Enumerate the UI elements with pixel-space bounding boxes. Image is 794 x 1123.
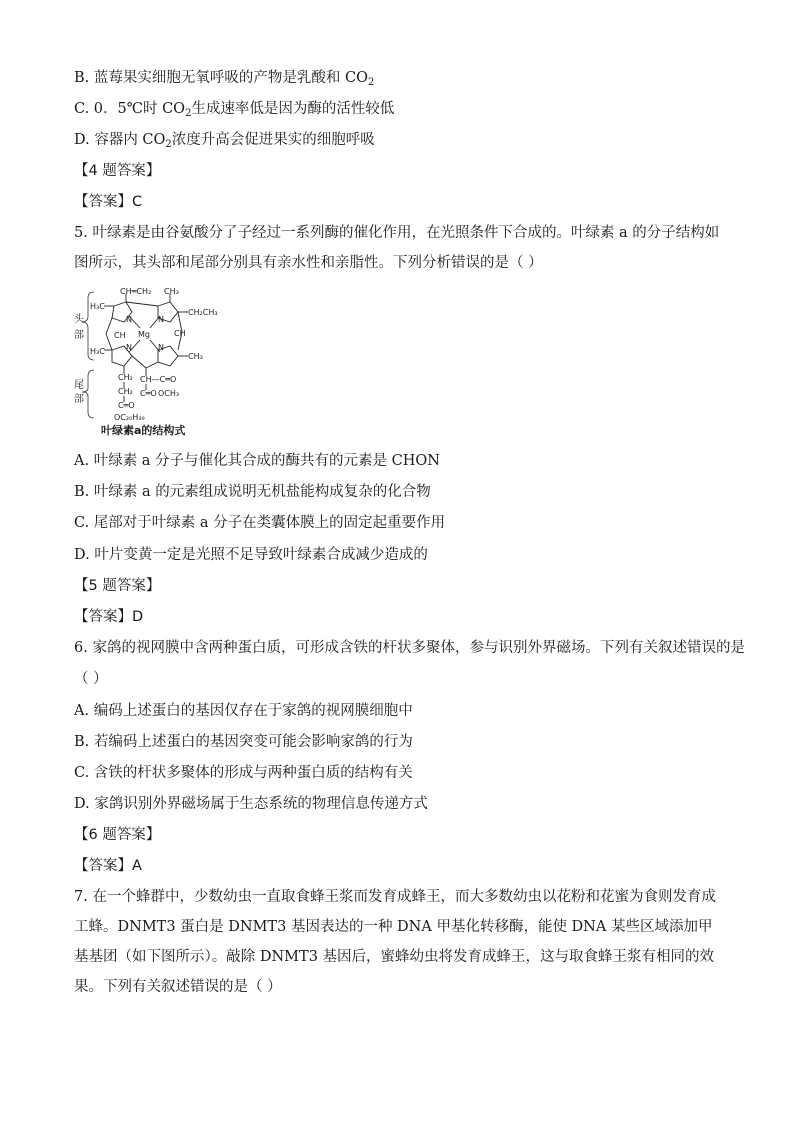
q6-answer-heading: 【6 题答案】 [74, 827, 161, 843]
atom-vinyl: CH═CH₂ [120, 288, 152, 296]
atom-ch3-right: CH₃ [188, 352, 203, 361]
atom-h3c-left: H₃C [90, 302, 105, 311]
chlorophyll-structure-figure [74, 288, 244, 436]
atom-och3: OCH₃ [158, 389, 180, 398]
atom-ch-left: CH [114, 331, 126, 340]
q4-answer-heading: 【4 题答案】 [74, 163, 161, 179]
chlorophyll-structure-diagram [74, 288, 244, 428]
head-label-2: 部 [74, 330, 84, 341]
q6-option-c: C. 含铁的杆状多聚体的形成与两种蛋白质的结构有关 [74, 765, 413, 781]
atom-ch2-b: CH₂ [118, 387, 133, 396]
q4-option-b: B. 蓝莓果实细胞无氧呼吸的产物是乳酸和 $CO_2$ [74, 70, 375, 88]
atom-ch3-top: CH₃ [164, 288, 179, 296]
atom-n4: N [158, 343, 164, 352]
q4-option-d: D. 容器内 $CO_2$浓度升高会促进果实的细胞呼吸 [74, 132, 375, 150]
q7-stem: 7. 在一个蜂群中，少数幼虫一直取食蜂王浆而发育成蜂王，而大多数幼虫以花粉和花蜜为食则发育成工蜂。DNMT3 蛋白是 DNMT3 基因表达的一种 DNA 甲基化转移酶，能使 DNA 某些区域添加甲基基团（如下图所示）。敲除 DNMT3 基因后，蜜蜂幼虫将发育成蜂王，这与取食蜂王浆有相同的效果。下列有关叙述错误的是（ ） [74, 889, 716, 995]
q5-option-c: C. 尾部对于叶绿素 a 分子在类囊体膜上的固定起重要作用 [74, 515, 446, 531]
atom-c-o: C═O [140, 389, 157, 398]
q6-stem-line1: 6. 家鸽的视网膜中含两种蛋白质，可形成含铁的杆状多聚体，参与识别外界磁场。下列有关叙述错误的是 [74, 640, 745, 656]
atom-h3c-left2: H₃C [90, 347, 105, 356]
atom-ch-right: CH [174, 329, 186, 338]
atom-co: C═O [118, 401, 135, 410]
atom-o-c20: OC₂₀H₃₉ [114, 413, 145, 422]
q5-answer-heading: 【5 题答案】 [74, 578, 161, 594]
atom-ch2-a: CH₂ [118, 373, 133, 382]
q6-option-a: A. 编码上述蛋白的基因仅存在于家鸽的视网膜细胞中 [74, 703, 413, 719]
atom-ethyl: CH₂CH₃ [188, 308, 218, 317]
q5-option-d: D. 叶片变黄一定是光照不足导致叶绿素合成减少造成的 [74, 547, 428, 563]
figure-caption: 叶绿素a的结构式 [101, 424, 186, 437]
q5-option-a: A. 叶绿素 a 分子与催化其合成的酶共有的元素是 CHON [74, 453, 440, 469]
q6-answer: 【答案】A [74, 858, 142, 874]
q4-answer: 【答案】C [74, 194, 143, 210]
atom-mg: Mg [138, 330, 150, 339]
q5-answer: 【答案】D [74, 609, 144, 625]
q6-option-b: B. 若编码上述蛋白的基因突变可能会影响家鸽的行为 [74, 734, 413, 750]
atom-ch-co: CH—C═O [140, 375, 177, 384]
tail-label-2: 部 [74, 394, 84, 405]
atom-n1: N [126, 315, 132, 324]
atom-n2: N [158, 315, 164, 324]
q6-option-d: D. 家鸽识别外界磁场属于生态系统的物理信息传递方式 [74, 796, 428, 812]
q4-option-c: C. 0．5℃时 $CO_2$生成速率低是因为酶的活性较低 [74, 101, 395, 119]
head-label-1: 头 [74, 314, 84, 325]
q6-stem-line2: （ ） [74, 671, 108, 687]
tail-label-1: 尾 [74, 380, 84, 391]
q5-stem: 5. 叶绿素是由谷氨酸分了子经过一系列酶的催化作用，在光照条件下合成的。叶绿素 a 的分子结构如图所示，其头部和尾部分别具有亲水性和亲脂性。下列分析错误的是（ ） [74, 225, 720, 271]
q5-option-b: B. 叶绿素 a 的元素组成说明无机盐能构成复杂的化合物 [74, 484, 431, 500]
atom-n3: N [126, 343, 132, 352]
